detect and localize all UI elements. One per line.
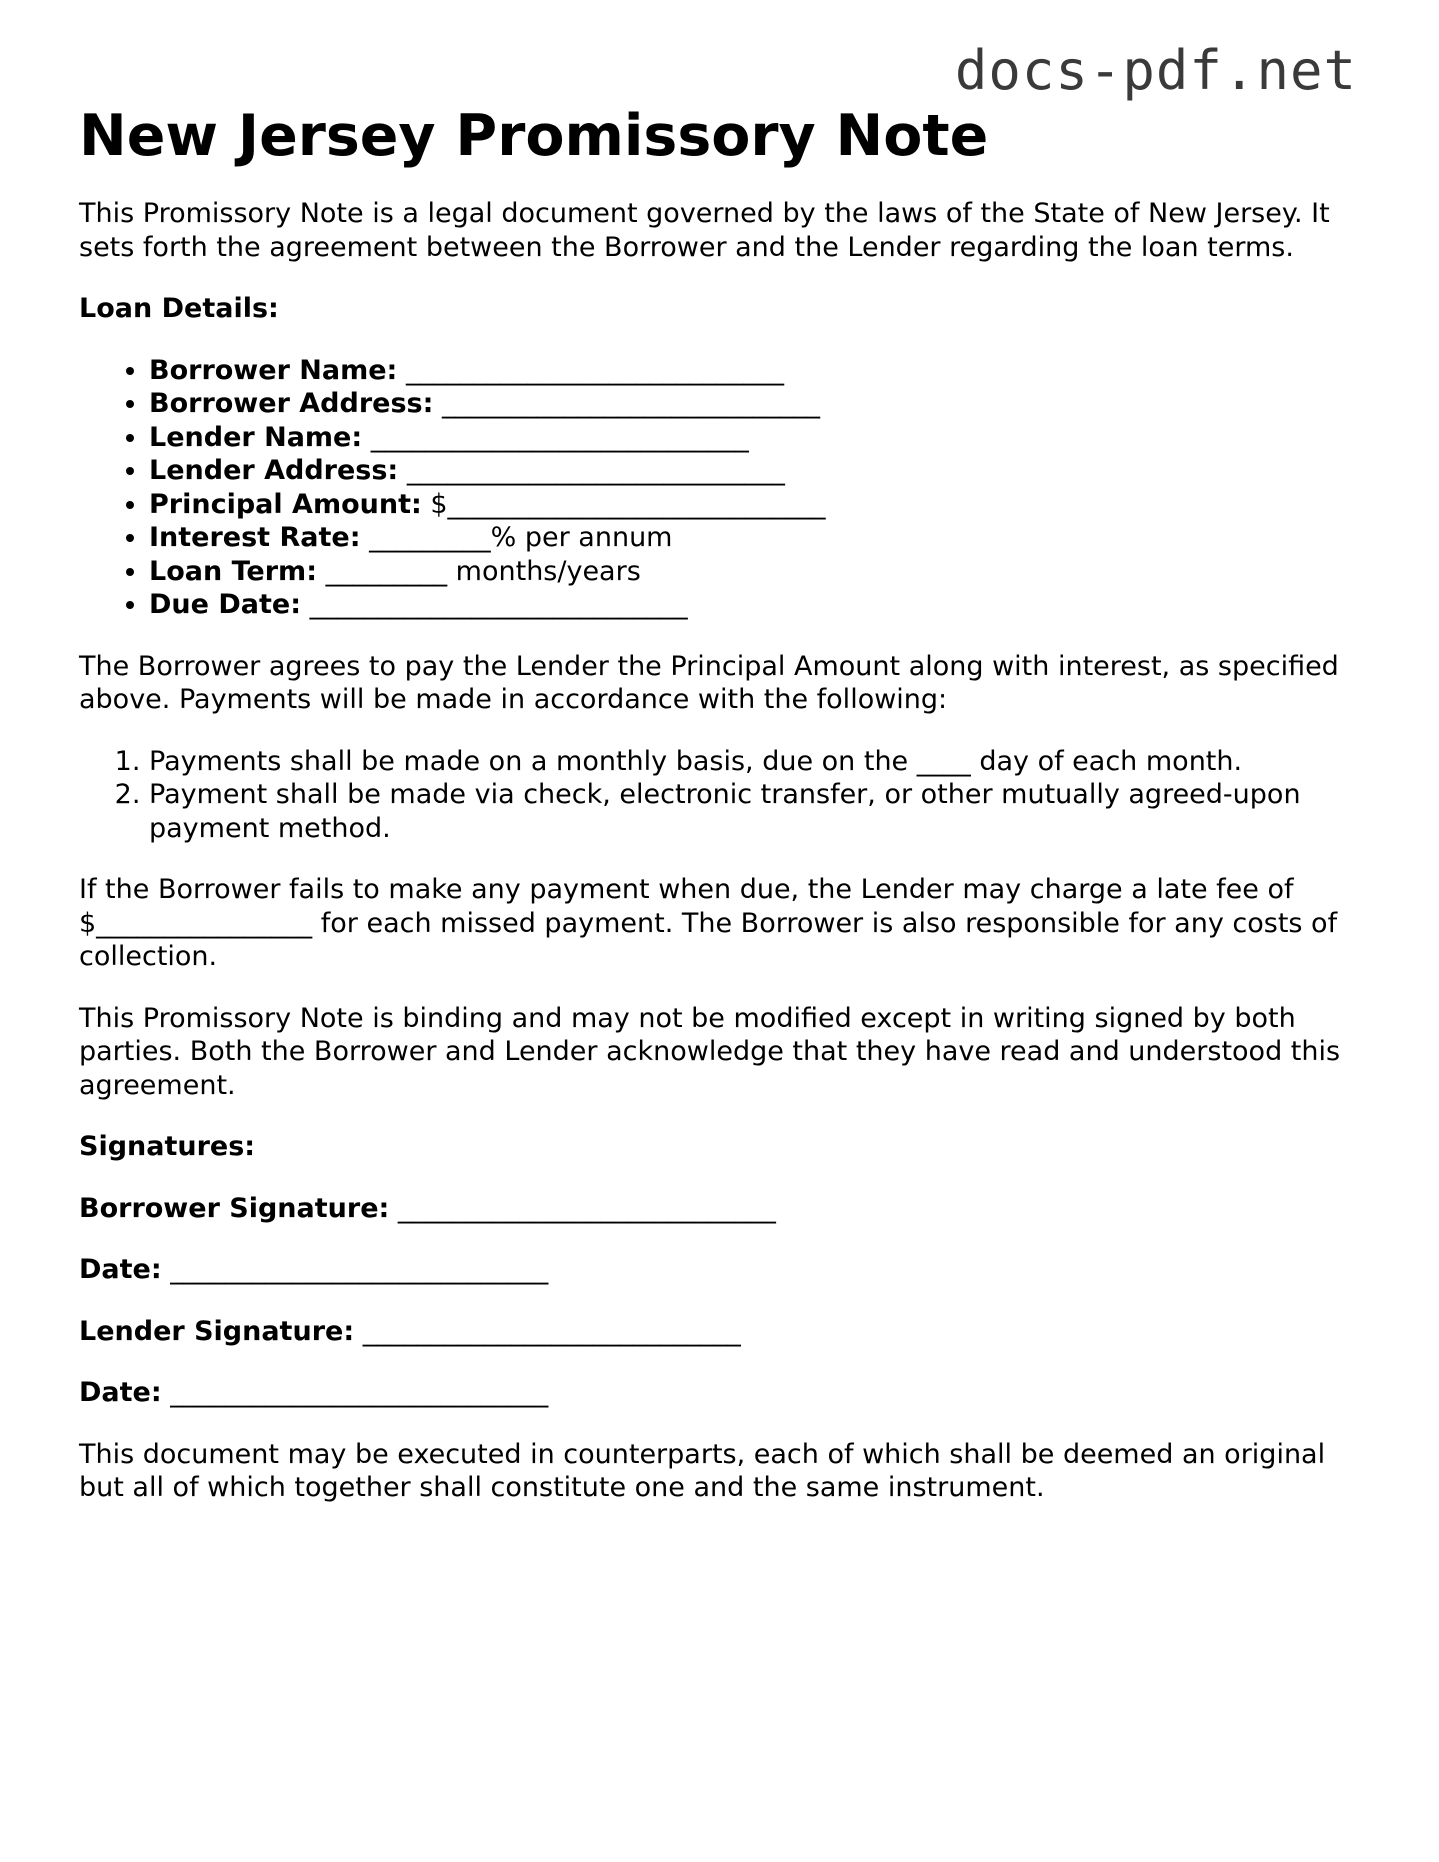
field-label: Lender Signature: bbox=[79, 1315, 355, 1347]
signatures-heading: Signatures: bbox=[79, 1131, 256, 1162]
late-fee-paragraph: If the Borrower fails to make any payment when due, the Lender may charge a late fee of $________________ for each missed payment. The Borrower is also responsible for any costs of collection. bbox=[79, 874, 1338, 972]
blank-field: ____________________________ bbox=[362, 1315, 741, 1347]
lender-signature-line bbox=[79, 1315, 1369, 1349]
loan-details-list bbox=[79, 354, 1369, 622]
blank-field: ____________________________ bbox=[170, 1377, 549, 1408]
intro-paragraph: This Promissory Note is a legal document governed by the laws of the State of New Jersey. It sets forth the agreement between the Borrower and the Lender regarding the loan terms. bbox=[79, 198, 1330, 263]
blank-field: ____________________________ bbox=[442, 388, 820, 419]
list-item-principal-amount bbox=[149, 488, 1369, 522]
blank-field: ____________________________ bbox=[406, 455, 785, 486]
blank-field: ____________________________ bbox=[405, 354, 784, 386]
field-label: Loan Term: bbox=[149, 555, 317, 587]
field-label: Interest Rate: bbox=[149, 522, 361, 553]
lender-date-line bbox=[79, 1376, 1369, 1410]
document-body bbox=[79, 96, 1369, 1505]
list-item-payment-schedule: 1. Payments shall be made on a monthly basis, due on the ____ day of each month. bbox=[149, 745, 1369, 779]
borrower-signature-line bbox=[79, 1192, 1369, 1226]
list-item-lender-address bbox=[149, 454, 1369, 488]
list-item-borrower-address bbox=[149, 387, 1369, 421]
list-item-due-date bbox=[149, 588, 1369, 622]
borrower-date-line bbox=[79, 1253, 1369, 1287]
list-item-loan-term bbox=[149, 555, 1369, 589]
field-label: Lender Name: bbox=[149, 421, 363, 453]
field-label: Lender Address: bbox=[149, 455, 399, 486]
blank-field: ____________________________ bbox=[170, 1254, 549, 1285]
field-label: Principal Amount: bbox=[149, 488, 422, 520]
field-label: Date: bbox=[79, 1377, 162, 1408]
field-label: Due Date: bbox=[149, 589, 301, 620]
payment-terms-list bbox=[79, 745, 1369, 846]
field-label: Borrower Name: bbox=[149, 354, 398, 386]
blank-field: ____________________________ bbox=[397, 1192, 776, 1224]
blank-field: $____________________________ bbox=[430, 488, 826, 520]
list-item-borrower-name bbox=[149, 354, 1369, 388]
document-title: New Jersey Promissory Note bbox=[79, 103, 989, 169]
blank-field: ____________________________ bbox=[309, 589, 688, 620]
field-label: Borrower Address: bbox=[149, 388, 434, 419]
list-item-payment-method: 2. Payment shall be made via check, electronic transfer, or other mutually agreed-upon payment method. bbox=[149, 778, 1369, 845]
list-item-lender-name bbox=[149, 421, 1369, 455]
blank-field: ____________________________ bbox=[370, 421, 749, 453]
blank-field: _________ months/years bbox=[325, 555, 641, 587]
blank-field: _________% per annum bbox=[369, 522, 673, 553]
binding-paragraph: This Promissory Note is binding and may not be modified except in writing signed by both parties. Both the Borrower and Lender acknowledge that they have read and understood this agreement. bbox=[79, 1002, 1341, 1101]
loan-details-heading: Loan Details: bbox=[79, 293, 279, 324]
agreement-paragraph: The Borrower agrees to pay the Lender the Principal Amount along with interest, as specified above. Payments will be made in accordance with the following: bbox=[79, 650, 1339, 715]
field-label: Borrower Signature: bbox=[79, 1192, 390, 1224]
watermark: docs-pdf.net bbox=[954, 39, 1357, 102]
counterparts-paragraph: This document may be executed in counterparts, each of which shall be deemed an original but all of which together shall constitute one and the same instrument. bbox=[79, 1438, 1326, 1503]
list-item-interest-rate bbox=[149, 521, 1369, 555]
field-label: Date: bbox=[79, 1254, 162, 1285]
